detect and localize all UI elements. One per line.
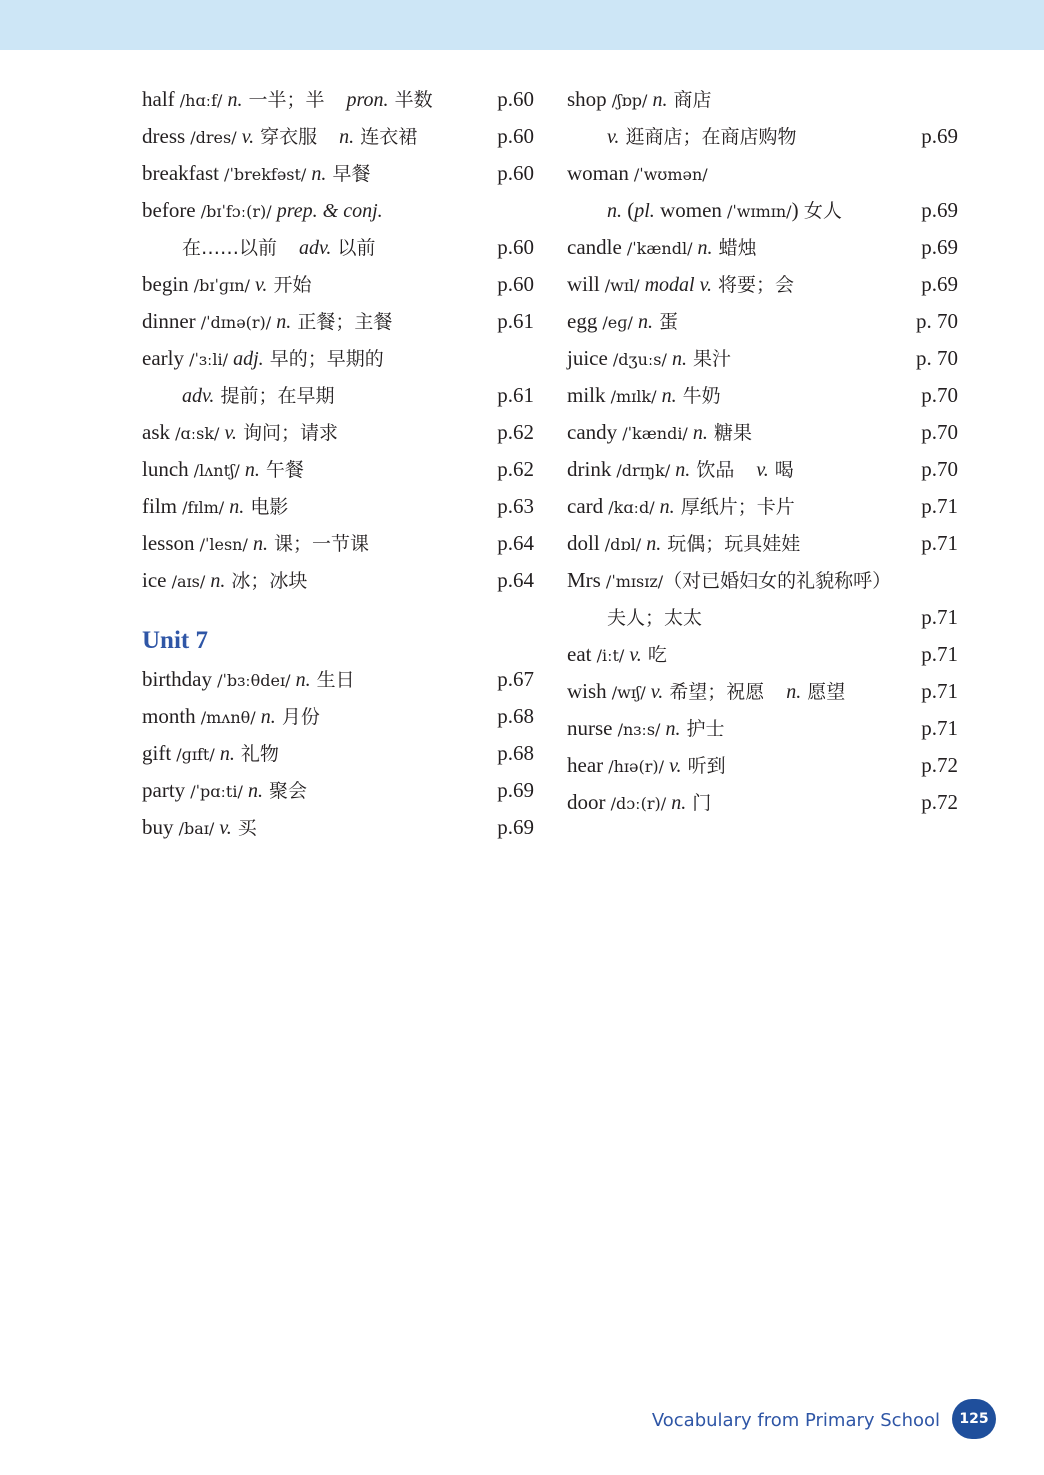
definition: 月份 — [275, 706, 320, 728]
definition: 逛商店；在商店购物 — [619, 126, 797, 148]
definition: 连衣裙 — [354, 126, 418, 148]
unit7-entries-list — [142, 661, 534, 846]
part-of-speech: pron. — [346, 89, 389, 111]
definition: 护士 — [680, 718, 725, 740]
definition: 午餐 — [259, 459, 304, 481]
phonetic: /nɜːs/ — [612, 720, 666, 739]
headword: milk — [567, 383, 606, 407]
page-reference: p.70 — [921, 457, 958, 481]
part-of-speech: n. — [607, 200, 622, 222]
vocab-entry — [567, 155, 958, 192]
vocab-entry — [567, 377, 958, 414]
vocab-entry — [142, 525, 534, 562]
phonetic: /wɪl/ — [599, 276, 645, 295]
headword: gift — [142, 741, 172, 765]
headword: egg — [567, 309, 598, 333]
definition: 将要；会 — [711, 274, 795, 296]
part-of-speech: n. — [295, 669, 311, 691]
definition: 女人 — [803, 200, 842, 222]
headword: hear — [567, 753, 604, 777]
page-reference: p.69 — [921, 272, 958, 296]
part-of-speech: v. — [756, 459, 769, 481]
definition: 正餐；主餐 — [291, 311, 393, 333]
part-of-speech: n. — [697, 237, 713, 259]
page-reference: p.71 — [921, 642, 958, 666]
part-of-speech: v. — [607, 126, 620, 148]
top-color-band — [0, 0, 1044, 50]
left-column — [142, 81, 534, 846]
phonetic: /wɪʃ/ — [606, 683, 651, 702]
page-reference: p.60 — [497, 272, 534, 296]
part-of-speech: prep. & conj. — [276, 200, 383, 222]
headword: wish — [567, 679, 607, 703]
page-reference: p.64 — [497, 531, 534, 555]
headword: party — [142, 778, 186, 802]
part-of-speech: n. — [210, 570, 226, 592]
definition: 果汁 — [686, 348, 731, 370]
part-of-speech: v. — [629, 644, 642, 666]
page-reference: p.60 — [497, 161, 534, 185]
page-number-badge: 125 — [952, 1399, 996, 1439]
headword: ask — [142, 420, 170, 444]
page-reference: p.60 — [497, 87, 534, 111]
phonetic: /dɔː(r)/ — [605, 794, 672, 813]
phonetic: /hɑːf/ — [174, 91, 228, 110]
part-of-speech: v. — [219, 817, 232, 839]
definition: 牛奶 — [676, 385, 721, 407]
definition: 门 — [686, 792, 712, 814]
vocab-entry — [142, 81, 534, 118]
headword: birthday — [142, 667, 212, 691]
vocab-entry — [142, 340, 534, 377]
phonetic: /ɡɪft/ — [171, 745, 220, 764]
headword: dress — [142, 124, 186, 148]
headword: nurse — [567, 716, 613, 740]
part-of-speech: n. — [652, 89, 668, 111]
phonetic: /ˈbɜːθdeɪ/ — [211, 671, 296, 690]
part-of-speech: n. — [638, 311, 653, 333]
page-reference: p.70 — [921, 383, 958, 407]
definition: 在……以前 — [182, 237, 278, 259]
phonetic: /aɪs/ — [166, 572, 211, 591]
part-of-speech: v. — [255, 274, 268, 296]
phonetic: /bɪˈɡɪn/ — [188, 276, 256, 295]
part-of-speech: n. — [311, 163, 327, 185]
vocab-entry — [142, 155, 534, 192]
definition: 蛋 — [653, 311, 679, 333]
part-of-speech: n. — [229, 496, 245, 518]
phonetic: /ˈpɑːti/ — [185, 782, 248, 801]
phonetic: /ʃɒp/ — [606, 91, 653, 110]
vocab-entry — [567, 414, 958, 451]
unit-heading: Unit 7 — [142, 627, 208, 654]
headword: half — [142, 87, 175, 111]
headword: before — [142, 198, 196, 222]
entry-continuation — [142, 229, 534, 266]
vocab-entry — [567, 673, 958, 710]
definition: 蜡烛 — [712, 237, 757, 259]
headword: door — [567, 790, 606, 814]
part-of-speech: n. — [219, 743, 235, 765]
right-column — [567, 81, 958, 821]
part-of-speech: n. — [339, 126, 355, 148]
headword: lunch — [142, 457, 189, 481]
definition: 玩偶；玩具娃娃 — [661, 533, 801, 555]
page-reference: p.61 — [497, 309, 534, 333]
part-of-speech: n. — [659, 496, 675, 518]
part-of-speech: v. — [669, 755, 682, 777]
part-of-speech: v. — [650, 681, 664, 703]
part-of-speech: v. — [241, 126, 255, 148]
entry-continuation — [142, 377, 534, 414]
vocab-entry — [567, 340, 958, 377]
phonetic: /mɪlk/ — [605, 387, 662, 406]
entries-list — [142, 81, 534, 599]
part-of-speech: n. — [247, 780, 263, 802]
part-of-speech: n. — [671, 348, 687, 370]
part-of-speech: v. — [224, 422, 237, 444]
definition: 商店 — [667, 89, 712, 111]
vocab-entry — [567, 266, 958, 303]
part-of-speech: modal v. — [644, 274, 712, 296]
page-reference: p.62 — [497, 420, 534, 444]
part-of-speech: n. — [786, 681, 802, 703]
vocab-entry — [142, 488, 534, 525]
part-of-speech: n. — [671, 792, 687, 814]
part-of-speech: n. — [244, 459, 260, 481]
entries-list — [567, 81, 958, 821]
phonetic: /kɑːd/ — [603, 498, 660, 517]
vocab-entry — [142, 414, 534, 451]
part-of-speech: n. — [692, 422, 708, 444]
definition: 饮品 — [690, 459, 735, 481]
section-spacer — [142, 599, 534, 621]
page-reference: p.67 — [497, 667, 534, 691]
phonetic: /hɪə(r)/ — [603, 757, 670, 776]
page-reference: p.69 — [921, 235, 958, 259]
definition: 电影 — [244, 496, 289, 518]
page-reference: p. 70 — [916, 309, 958, 333]
page-reference: p.69 — [921, 198, 958, 222]
headword: candle — [567, 235, 622, 259]
page-reference: p.63 — [497, 494, 534, 518]
definition: 课；一节课 — [267, 533, 369, 555]
page-reference: p.68 — [497, 704, 534, 728]
vocab-entry — [142, 809, 534, 846]
headword: woman — [567, 161, 629, 185]
entry-continuation — [567, 192, 958, 229]
page-reference: p.60 — [497, 124, 534, 148]
definition: 厚纸片；卡片 — [674, 496, 795, 518]
phonetic: /ˈkændl/ — [621, 239, 698, 258]
part-of-speech: n. — [276, 311, 292, 333]
headword: film — [142, 494, 177, 518]
definition: 夫人；太太 — [607, 607, 703, 629]
page-reference: p.71 — [921, 605, 958, 629]
definition: 开始 — [267, 274, 312, 296]
vocab-entry — [142, 192, 534, 229]
entry-continuation — [567, 118, 958, 155]
headword: lesson — [142, 531, 195, 555]
headword: eat — [567, 642, 592, 666]
definition: 愿望 — [801, 681, 846, 703]
page-reference: p.60 — [497, 235, 534, 259]
definition: 以前 — [331, 237, 376, 259]
page-reference: p.69 — [921, 124, 958, 148]
vocab-entry — [142, 303, 534, 340]
page-reference: p.61 — [497, 383, 534, 407]
page-reference: p.64 — [497, 568, 534, 592]
vocab-entry — [142, 735, 534, 772]
definition: 询问；请求 — [236, 422, 338, 444]
definition: 听到 — [681, 755, 726, 777]
phonetic: /ˈdɪnə(r)/ — [195, 313, 277, 332]
definition: 糖果 — [707, 422, 752, 444]
page-reference: p.68 — [497, 741, 534, 765]
phonetic: /drɪŋk/ — [611, 461, 676, 480]
headword: juice — [567, 346, 608, 370]
page-reference: p.71 — [921, 531, 958, 555]
part-of-speech: n. — [675, 459, 691, 481]
definition: 希望；祝愿 — [663, 681, 765, 703]
vocab-entry — [567, 747, 958, 784]
headword: women — [654, 198, 722, 222]
phonetic: /ˈkændi/ — [617, 424, 693, 443]
vocab-entry — [142, 698, 534, 735]
vocab-entry — [567, 451, 958, 488]
page-reference: p.69 — [497, 778, 534, 802]
page-reference: p.72 — [921, 753, 958, 777]
vocab-entry — [567, 303, 958, 340]
part-of-speech: n. — [665, 718, 681, 740]
part-of-speech: adv. — [299, 237, 332, 259]
phonetic: /eɡ/ — [597, 313, 638, 332]
phonetic: /baɪ/ — [173, 819, 220, 838]
part-of-speech: n. — [252, 533, 268, 555]
vocab-entry — [142, 451, 534, 488]
definition: 冰；冰块 — [225, 570, 308, 592]
page-reference: p. 70 — [916, 346, 958, 370]
vocab-entry — [142, 772, 534, 809]
definition: 聚会 — [262, 780, 307, 802]
vocab-entry — [142, 661, 534, 698]
headword: ( — [622, 198, 635, 222]
headword: drink — [567, 457, 612, 481]
phonetic: /ˈwɪmɪn/ — [721, 202, 792, 221]
page-reference: p.72 — [921, 790, 958, 814]
definition: 吃 — [641, 644, 667, 666]
page-reference: p.71 — [921, 494, 958, 518]
definition: 礼物 — [234, 743, 279, 765]
page-reference: p.69 — [497, 815, 534, 839]
headword: begin — [142, 272, 189, 296]
phonetic: /ˈbrekfəst/ — [218, 165, 312, 184]
definition: 半数 — [388, 89, 433, 111]
phonetic: /iːt/ — [591, 646, 630, 665]
headword: buy — [142, 815, 174, 839]
part-of-speech: n. — [227, 89, 243, 111]
phonetic: /dɒl/ — [599, 535, 647, 554]
phonetic: /ˈlesn/ — [194, 535, 253, 554]
phonetic: /dres/ — [185, 128, 242, 147]
vocab-entry — [567, 710, 958, 747]
phonetic: /ˈwʊmən/ — [628, 165, 708, 184]
footer-title: Vocabulary from Primary School — [651, 1410, 940, 1431]
entry-continuation — [567, 599, 958, 636]
page-reference: p.71 — [921, 716, 958, 740]
phonetic: /fɪlm/ — [177, 498, 230, 517]
headword: shop — [567, 87, 607, 111]
part-of-speech: n. — [646, 533, 662, 555]
definition: 生日 — [310, 669, 355, 691]
headword: early — [142, 346, 184, 370]
phonetic: /ɑːsk/ — [170, 424, 225, 443]
headword: month — [142, 704, 196, 728]
page-reference: p.71 — [921, 679, 958, 703]
part-of-speech: adv. — [182, 385, 215, 407]
vocab-entry — [567, 784, 958, 821]
part-of-speech: adj. — [233, 348, 264, 370]
phonetic: /lʌntʃ/ — [188, 461, 245, 480]
definition: 买 — [231, 817, 257, 839]
definition: （对已婚妇女的礼貌称呼） — [663, 570, 892, 592]
vocab-entry — [567, 488, 958, 525]
headword: breakfast — [142, 161, 219, 185]
headword: candy — [567, 420, 618, 444]
headword: card — [567, 494, 604, 518]
phonetic: /mʌnθ/ — [195, 708, 261, 727]
page-reference: p.62 — [497, 457, 534, 481]
vocab-entry — [567, 562, 958, 599]
part-of-speech: pl. — [634, 200, 655, 222]
definition: 喝 — [768, 459, 794, 481]
headword: Mrs — [567, 568, 601, 592]
vocab-entry — [567, 525, 958, 562]
headword: doll — [567, 531, 600, 555]
vocab-entry — [567, 636, 958, 673]
headword: will — [567, 272, 600, 296]
vocab-entry — [142, 562, 534, 599]
phonetic: /dʒuːs/ — [607, 350, 672, 369]
page-reference: p.70 — [921, 420, 958, 444]
vocab-entry — [142, 266, 534, 303]
headword: ) — [791, 198, 804, 222]
phonetic: /ˈɜːli/ — [183, 350, 234, 369]
part-of-speech: n. — [661, 385, 677, 407]
phonetic: /ˈmɪsɪz/ — [600, 572, 664, 591]
vocab-entry — [567, 81, 958, 118]
definition: 早餐 — [326, 163, 371, 185]
definition: 提前；在早期 — [214, 385, 335, 407]
vocab-entry — [567, 229, 958, 266]
part-of-speech: n. — [260, 706, 276, 728]
definition: 一半；半 — [242, 89, 325, 111]
definition: 早的；早期的 — [263, 348, 384, 370]
definition: 穿衣服 — [254, 126, 318, 148]
headword: dinner — [142, 309, 196, 333]
headword: ice — [142, 568, 167, 592]
vocab-entry — [142, 118, 534, 155]
phonetic: /bɪˈfɔː(r)/ — [195, 202, 277, 221]
